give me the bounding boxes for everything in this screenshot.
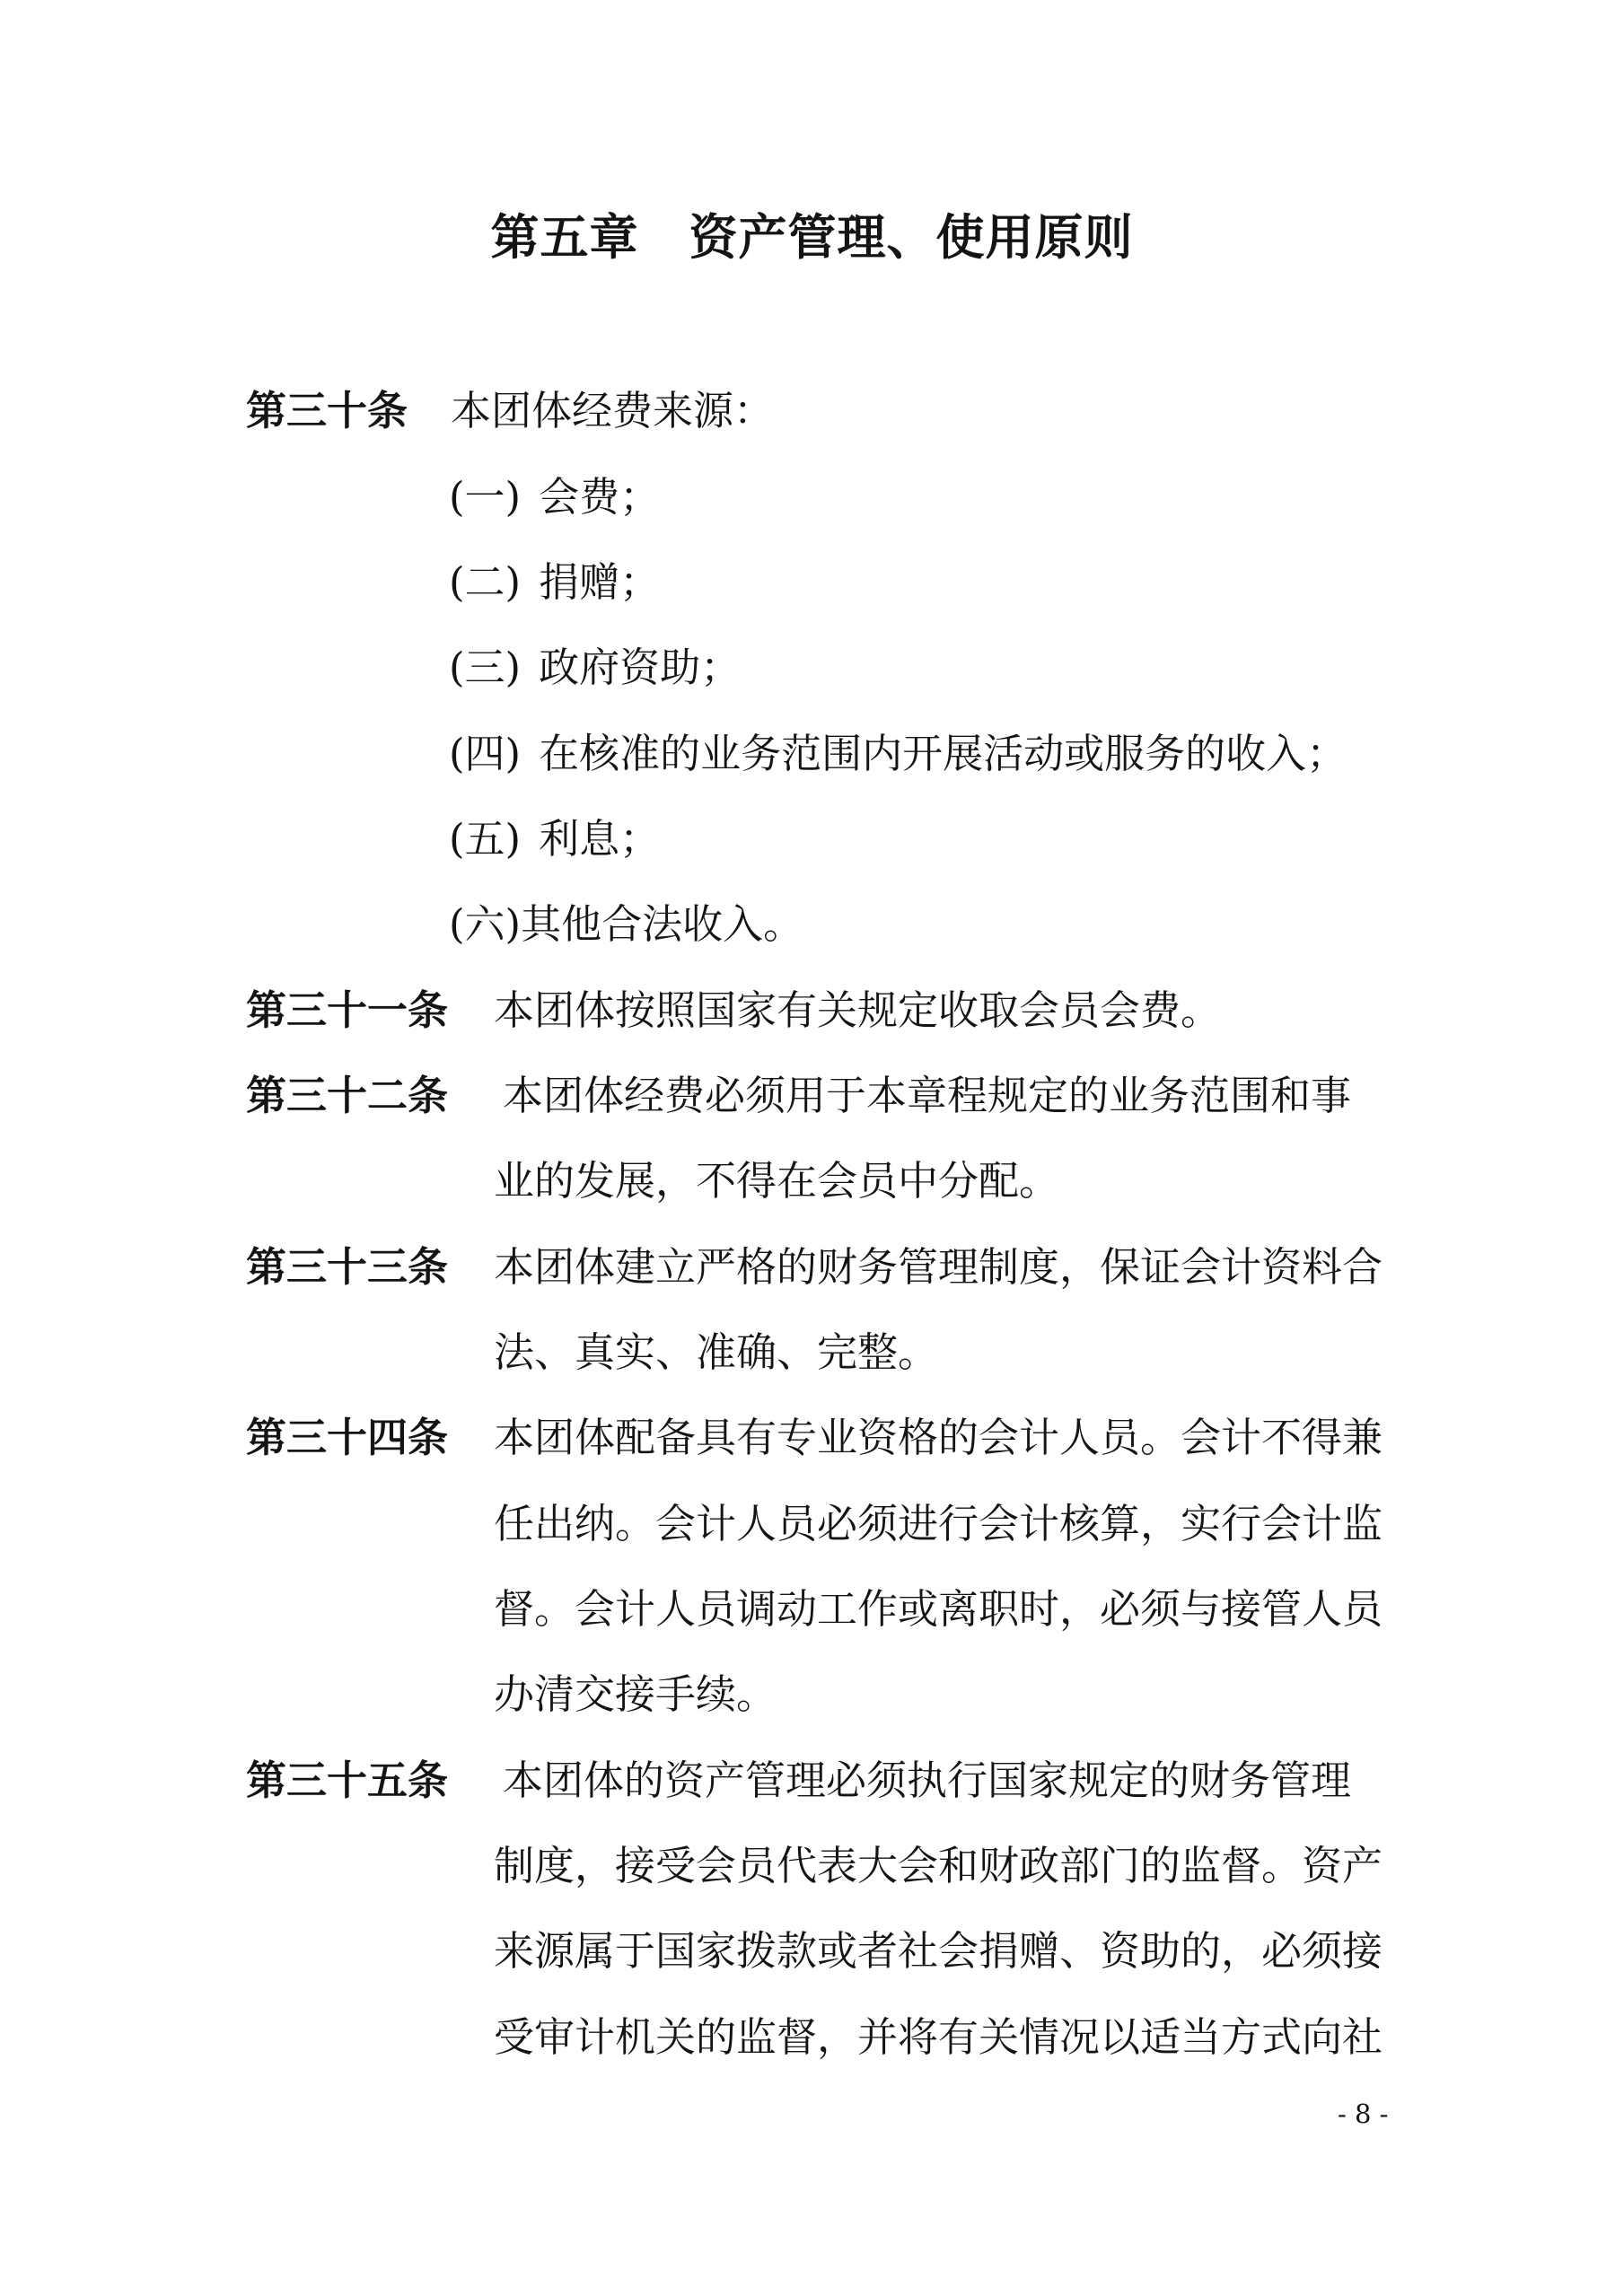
article-34-line: 任出纳。会计人员必须进行会计核算，实行会计监 (494, 1500, 1383, 1547)
list-item (449, 727, 1347, 781)
list-item-number: (六) (449, 900, 522, 948)
article-33-label: 第三十三条 (246, 1243, 449, 1291)
list-item-number: (五) (449, 815, 522, 863)
list-item (449, 556, 660, 609)
article-33-line: 本团体建立严格的财务管理制度，保证会计资料合 (494, 1243, 1383, 1291)
list-item (449, 898, 803, 951)
list-item-number: (四) (449, 730, 522, 777)
article-31-label: 第三十一条 (246, 986, 449, 1034)
article-33-line: 法、真实、准确、完整。 (494, 1328, 939, 1376)
article-34-line: 本团体配备具有专业资格的会计人员。会计不得兼 (494, 1414, 1383, 1461)
article-30-text: 本团体经费来源： (451, 387, 775, 434)
article-35-line: 受审计机关的监督，并将有关情况以适当方式向社 (494, 2013, 1383, 2061)
chapter-number: 第五章 (490, 209, 639, 266)
chapter-heading: 资产管理、使用原则 (689, 209, 1134, 266)
article-32-line: 业的发展，不得在会员中分配。 (494, 1157, 1060, 1205)
list-item (449, 641, 741, 695)
list-item-text: 政府资助； (539, 644, 742, 691)
list-item (449, 470, 660, 524)
chapter-title (0, 199, 1624, 268)
article-32-label: 第三十二条 (246, 1072, 449, 1119)
article-35-line: 制度，接受会员代表大会和财政部门的监督。资产 (494, 1842, 1383, 1889)
list-item-text: 其他合法收入。 (521, 900, 804, 948)
article-32-line: 本团体经费必须用于本章程规定的业务范围和事 (503, 1072, 1352, 1119)
list-item-text: 会费； (539, 473, 661, 521)
article-34-label: 第三十四条 (246, 1414, 449, 1461)
article-35-line: 来源属于国家拨款或者社会捐赠、资助的，必须接 (494, 1927, 1383, 1975)
article-34-line: 办清交接手续。 (494, 1670, 777, 1718)
list-item-number: (三) (449, 644, 522, 691)
article-35-line: 本团体的资产管理必须执行国家规定的财务管理 (503, 1757, 1352, 1804)
list-item-text: 捐赠； (539, 558, 661, 606)
page-number: - 8 - (1338, 2099, 1389, 2129)
article-34-line: 督。会计人员调动工作或离职时，必须与接管人员 (494, 1585, 1383, 1633)
article-30-label: 第三十条 (246, 387, 408, 434)
list-item (449, 812, 660, 866)
article-31-line: 本团体按照国家有关规定收取会员会费。 (494, 986, 1222, 1034)
list-item-text: 利息； (539, 815, 661, 863)
article-35-label: 第三十五条 (246, 1757, 449, 1804)
list-item-number: (一) (449, 473, 522, 521)
list-item-text: 在核准的业务范围内开展活动或服务的收入； (539, 730, 1347, 777)
list-item-number: (二) (449, 558, 522, 606)
